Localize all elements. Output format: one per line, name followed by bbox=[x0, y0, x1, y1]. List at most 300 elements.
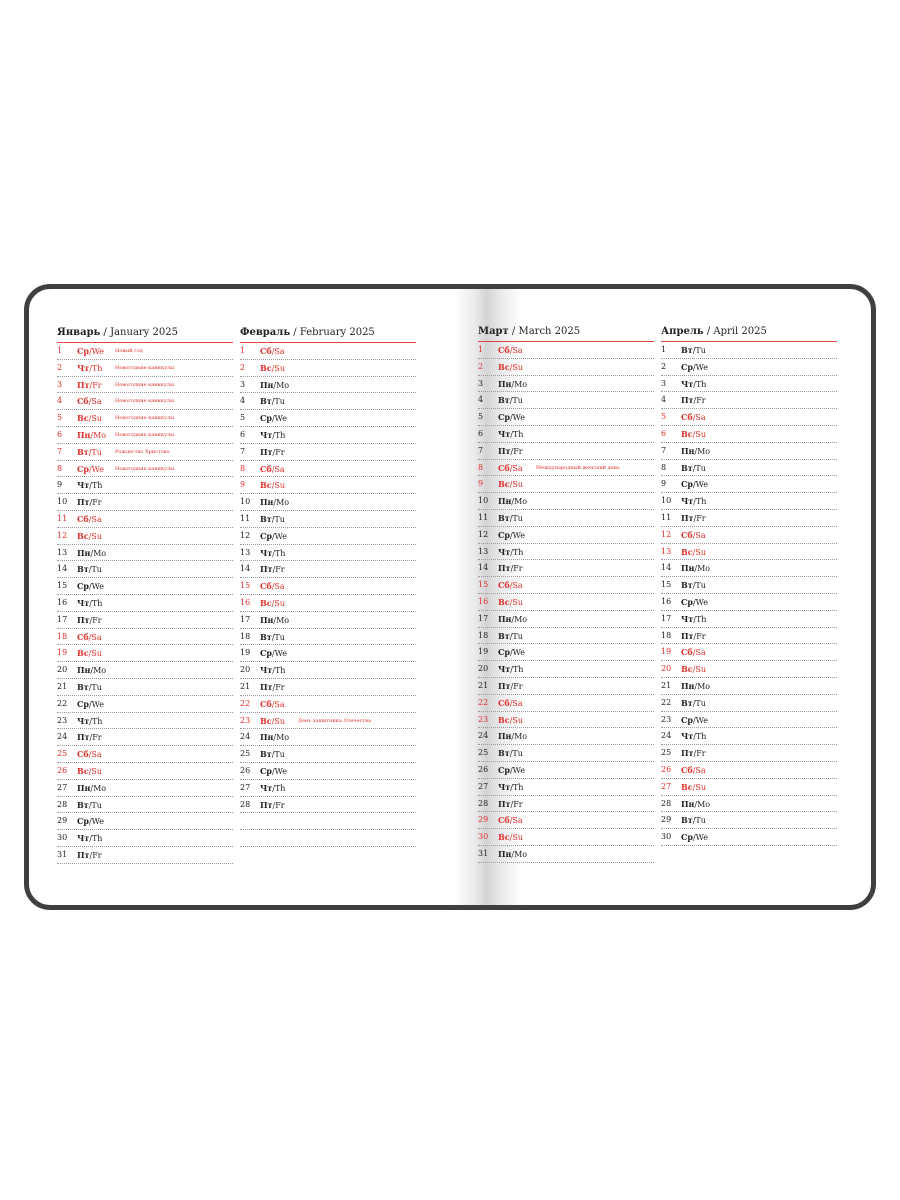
day-row[interactable] bbox=[240, 797, 416, 814]
weekday-label: Чт/Th bbox=[77, 715, 103, 726]
month-march bbox=[478, 324, 654, 863]
weekday-label: Пн/Mo bbox=[681, 798, 711, 809]
weekday-label: Пн/Mo bbox=[260, 379, 290, 390]
day-number: 19 bbox=[57, 648, 68, 658]
day-row[interactable] bbox=[240, 746, 416, 763]
weekday-label: Чт/Th bbox=[260, 665, 286, 676]
holiday-note: Новогодние каникулы bbox=[115, 364, 175, 371]
day-number: 13 bbox=[661, 546, 672, 556]
weekday-label: Сб/Sa bbox=[498, 462, 523, 473]
weekday-label: Чт/Th bbox=[498, 546, 524, 557]
weekday-label: Вс/Su bbox=[498, 361, 523, 372]
day-number: 5 bbox=[57, 413, 63, 423]
day-row[interactable] bbox=[57, 612, 233, 629]
weekday-label: Пт/Fr bbox=[498, 563, 523, 574]
weekday-label: Ср/We bbox=[77, 346, 104, 356]
day-row[interactable] bbox=[661, 426, 837, 443]
day-row[interactable] bbox=[240, 343, 416, 360]
day-row[interactable] bbox=[661, 544, 837, 561]
day-number: 14 bbox=[661, 563, 672, 573]
weekday-label: Вс/Su bbox=[77, 413, 102, 424]
weekday-label: Вс/Su bbox=[681, 428, 706, 439]
day-row[interactable] bbox=[661, 628, 837, 645]
weekday-label: Вт/Tu bbox=[260, 631, 285, 642]
day-number: 20 bbox=[57, 665, 68, 675]
weekday-label: Сб/Sa bbox=[681, 647, 706, 658]
weekday-label: Сб/Sa bbox=[681, 412, 706, 423]
day-row[interactable] bbox=[57, 444, 233, 461]
day-row[interactable] bbox=[240, 595, 416, 612]
day-number: 3 bbox=[240, 379, 246, 389]
month-february bbox=[240, 325, 416, 847]
weekday-label: Пт/Fr bbox=[681, 512, 706, 523]
holiday-note: Рождество Христово bbox=[115, 448, 170, 455]
day-row[interactable] bbox=[57, 427, 233, 444]
day-row[interactable] bbox=[57, 461, 233, 478]
weekday-label: Ср/We bbox=[260, 413, 287, 424]
day-number: 26 bbox=[478, 764, 489, 774]
day-number: 4 bbox=[57, 396, 63, 406]
day-row[interactable] bbox=[240, 645, 416, 662]
day-row[interactable] bbox=[661, 577, 837, 594]
day-number: 21 bbox=[478, 680, 489, 690]
day-row[interactable] bbox=[478, 426, 654, 443]
day-number: 21 bbox=[240, 681, 251, 691]
day-row[interactable] bbox=[478, 745, 654, 762]
weekday-label: Вс/Su bbox=[77, 530, 102, 541]
weekday-label: Пт/Fr bbox=[77, 497, 102, 508]
holiday-note: Новогодние каникулы bbox=[115, 465, 175, 472]
day-number: 3 bbox=[478, 378, 484, 388]
weekday-label: Сб/Sa bbox=[260, 463, 285, 474]
day-row[interactable] bbox=[57, 494, 233, 511]
day-row[interactable] bbox=[240, 830, 416, 847]
day-row[interactable] bbox=[240, 780, 416, 797]
day-number: 6 bbox=[478, 428, 484, 438]
day-row[interactable] bbox=[57, 545, 233, 562]
holiday-note: Международный женский день bbox=[536, 464, 620, 471]
day-row[interactable] bbox=[478, 611, 654, 628]
day-number: 15 bbox=[240, 581, 251, 591]
weekday-label: Ср/We bbox=[260, 765, 287, 776]
day-number: 26 bbox=[57, 765, 68, 775]
holiday-note: Новогодние каникулы bbox=[115, 381, 175, 388]
day-row[interactable] bbox=[661, 342, 837, 359]
day-number: 25 bbox=[478, 748, 489, 758]
day-number: 15 bbox=[57, 581, 68, 591]
day-number: 19 bbox=[478, 647, 489, 657]
day-number: 28 bbox=[478, 798, 489, 808]
day-number: 20 bbox=[240, 665, 251, 675]
day-row[interactable] bbox=[57, 797, 233, 814]
weekday-label: Вт/Tu bbox=[77, 564, 102, 575]
day-row[interactable] bbox=[478, 527, 654, 544]
day-number: 5 bbox=[240, 413, 246, 423]
day-number: 25 bbox=[57, 749, 68, 759]
day-number: 19 bbox=[240, 648, 251, 658]
day-row[interactable] bbox=[478, 359, 654, 376]
day-row[interactable] bbox=[240, 763, 416, 780]
day-row[interactable] bbox=[478, 594, 654, 611]
day-number: 6 bbox=[240, 429, 246, 439]
day-number: 27 bbox=[240, 782, 251, 792]
day-row[interactable] bbox=[661, 762, 837, 779]
weekday-label: Ср/We bbox=[681, 832, 708, 843]
day-row[interactable] bbox=[478, 812, 654, 829]
day-row[interactable] bbox=[478, 443, 654, 460]
day-row[interactable] bbox=[661, 560, 837, 577]
day-row[interactable] bbox=[240, 410, 416, 427]
day-number: 11 bbox=[240, 513, 251, 523]
weekday-label: Пн/Mo bbox=[681, 680, 711, 691]
weekday-label: Вс/Su bbox=[77, 648, 102, 659]
weekday-label: Вс/Su bbox=[498, 832, 523, 843]
day-row[interactable] bbox=[661, 527, 837, 544]
weekday-label: Ср/We bbox=[77, 698, 104, 709]
weekday-label: Сб/Sa bbox=[77, 749, 102, 760]
day-row[interactable] bbox=[661, 745, 837, 762]
day-row[interactable] bbox=[661, 796, 837, 813]
day-row[interactable] bbox=[57, 729, 233, 746]
day-row[interactable] bbox=[478, 544, 654, 561]
weekday-label: Чт/Th bbox=[681, 613, 707, 624]
day-row[interactable] bbox=[661, 510, 837, 527]
day-row[interactable] bbox=[57, 629, 233, 646]
day-row[interactable] bbox=[57, 679, 233, 696]
weekday-label: Вс/Su bbox=[498, 714, 523, 725]
day-row[interactable] bbox=[478, 493, 654, 510]
day-row[interactable] bbox=[478, 779, 654, 796]
day-number: 14 bbox=[240, 564, 251, 574]
day-row[interactable] bbox=[478, 476, 654, 493]
day-number: 2 bbox=[240, 362, 246, 372]
day-number: 12 bbox=[57, 530, 68, 540]
day-number: 10 bbox=[240, 497, 251, 507]
day-row[interactable] bbox=[57, 662, 233, 679]
day-row[interactable] bbox=[661, 829, 837, 846]
weekday-label: Вт/Tu bbox=[77, 681, 102, 692]
day-number: 1 bbox=[57, 346, 63, 355]
day-row[interactable] bbox=[478, 728, 654, 745]
day-row[interactable] bbox=[240, 545, 416, 562]
day-row[interactable] bbox=[661, 476, 837, 493]
weekday-label: Ср/We bbox=[498, 764, 525, 775]
weekday-label: Чт/Th bbox=[498, 428, 524, 439]
day-row[interactable] bbox=[57, 528, 233, 545]
day-number: 30 bbox=[661, 832, 672, 842]
day-number: 14 bbox=[57, 564, 68, 574]
day-row[interactable] bbox=[478, 376, 654, 393]
day-number: 11 bbox=[57, 513, 68, 523]
day-row[interactable] bbox=[57, 477, 233, 494]
day-row[interactable] bbox=[478, 712, 654, 729]
day-number: 16 bbox=[478, 596, 489, 606]
day-number: 10 bbox=[478, 496, 489, 506]
day-row[interactable] bbox=[240, 612, 416, 629]
day-row[interactable] bbox=[478, 577, 654, 594]
day-row[interactable] bbox=[478, 846, 654, 863]
day-row[interactable] bbox=[661, 443, 837, 460]
day-number: 13 bbox=[478, 546, 489, 556]
day-row[interactable] bbox=[661, 409, 837, 426]
day-row[interactable] bbox=[240, 360, 416, 377]
day-number: 15 bbox=[661, 580, 672, 590]
weekday-label: Пн/Mo bbox=[77, 665, 107, 676]
day-number: 20 bbox=[478, 664, 489, 674]
day-row[interactable] bbox=[240, 393, 416, 410]
day-row[interactable] bbox=[478, 392, 654, 409]
day-row[interactable] bbox=[240, 679, 416, 696]
month-header bbox=[661, 324, 837, 342]
weekday-label: Вт/Tu bbox=[498, 630, 523, 641]
weekday-label: Пн/Mo bbox=[260, 732, 290, 743]
weekday-label: Чт/Th bbox=[681, 731, 707, 742]
day-row[interactable] bbox=[478, 695, 654, 712]
day-row[interactable] bbox=[57, 561, 233, 578]
day-row[interactable] bbox=[661, 493, 837, 510]
day-number: 28 bbox=[240, 799, 251, 809]
weekday-label: Пн/Mo bbox=[498, 496, 528, 507]
day-row[interactable] bbox=[478, 409, 654, 426]
weekday-label: Вт/Tu bbox=[681, 580, 706, 591]
day-number: 24 bbox=[478, 731, 489, 741]
weekday-label: Сб/Sa bbox=[681, 529, 706, 540]
day-row[interactable] bbox=[478, 560, 654, 577]
weekday-label: Вс/Su bbox=[260, 715, 285, 726]
weekday-label: Чт/Th bbox=[260, 429, 286, 440]
day-number: 7 bbox=[478, 445, 484, 455]
day-row[interactable] bbox=[57, 746, 233, 763]
weekday-label: Ср/We bbox=[498, 412, 525, 423]
weekday-label: Чт/Th bbox=[77, 480, 103, 491]
day-row[interactable] bbox=[240, 713, 416, 730]
day-number: 2 bbox=[478, 361, 484, 371]
day-row[interactable] bbox=[661, 779, 837, 796]
weekday-label: Вт/Tu bbox=[260, 749, 285, 760]
day-number: 20 bbox=[661, 664, 672, 674]
day-number: 5 bbox=[478, 412, 484, 422]
holiday-note: Новогодние каникулы bbox=[115, 398, 175, 405]
month-name-en: / February 2025 bbox=[290, 327, 375, 338]
weekday-label: Ср/We bbox=[681, 479, 708, 490]
day-number: 4 bbox=[661, 395, 667, 405]
month-name-en: / April 2025 bbox=[703, 326, 767, 337]
day-number: 21 bbox=[57, 681, 68, 691]
weekday-label: Сб/Sa bbox=[77, 396, 102, 407]
weekday-label: Пн/Mo bbox=[77, 782, 107, 793]
weekday-label: Пн/Mo bbox=[498, 613, 528, 624]
day-row[interactable] bbox=[478, 796, 654, 813]
weekday-label: Пн/Mo bbox=[260, 614, 290, 625]
day-row[interactable] bbox=[661, 728, 837, 745]
weekday-label: Вт/Tu bbox=[260, 396, 285, 407]
day-row[interactable] bbox=[240, 561, 416, 578]
weekday-label: Ср/We bbox=[77, 581, 104, 592]
weekday-label: Пт/Fr bbox=[681, 395, 706, 406]
day-row[interactable] bbox=[57, 696, 233, 713]
weekday-label: Пт/Fr bbox=[260, 681, 285, 692]
month-name-ru: Январь bbox=[57, 327, 101, 338]
day-row[interactable] bbox=[240, 494, 416, 511]
weekday-label: Пт/Fr bbox=[77, 379, 102, 390]
day-row[interactable] bbox=[661, 359, 837, 376]
day-row[interactable] bbox=[478, 510, 654, 527]
day-row[interactable] bbox=[57, 830, 233, 847]
day-row[interactable] bbox=[57, 511, 233, 528]
day-row[interactable] bbox=[661, 678, 837, 695]
day-row[interactable] bbox=[57, 813, 233, 830]
day-row[interactable] bbox=[57, 377, 233, 394]
day-row[interactable] bbox=[240, 813, 416, 830]
weekday-label: Вт/Tu bbox=[260, 513, 285, 524]
day-number: 17 bbox=[57, 614, 68, 624]
day-row[interactable] bbox=[661, 644, 837, 661]
day-number: 23 bbox=[478, 714, 489, 724]
day-row[interactable] bbox=[478, 829, 654, 846]
weekday-label: Пт/Fr bbox=[681, 748, 706, 759]
day-row[interactable] bbox=[478, 762, 654, 779]
day-number: 13 bbox=[240, 547, 251, 557]
weekday-label: Пн/Mo bbox=[498, 378, 528, 389]
day-row[interactable] bbox=[240, 511, 416, 528]
weekday-label: Пт/Fr bbox=[260, 564, 285, 575]
weekday-label: Вс/Su bbox=[681, 664, 706, 675]
month-name-en: / March 2025 bbox=[508, 326, 581, 337]
day-number: 10 bbox=[661, 496, 672, 506]
day-number: 24 bbox=[661, 731, 672, 741]
day-number: 27 bbox=[478, 781, 489, 791]
day-number: 4 bbox=[478, 395, 484, 405]
day-row[interactable] bbox=[57, 343, 233, 360]
day-row[interactable] bbox=[240, 662, 416, 679]
day-row[interactable] bbox=[240, 461, 416, 478]
day-row[interactable] bbox=[661, 392, 837, 409]
weekday-label: Ср/We bbox=[681, 596, 708, 607]
weekday-label: Вс/Su bbox=[77, 765, 102, 776]
day-row[interactable] bbox=[57, 578, 233, 595]
weekday-label: Вт/Tu bbox=[77, 799, 102, 810]
day-row[interactable] bbox=[240, 444, 416, 461]
day-row[interactable] bbox=[661, 661, 837, 678]
month-header bbox=[240, 325, 416, 343]
day-row[interactable] bbox=[57, 713, 233, 730]
month-header bbox=[478, 324, 654, 342]
holiday-note: Новогодние каникулы bbox=[115, 431, 175, 438]
day-number: 25 bbox=[240, 749, 251, 759]
day-row[interactable] bbox=[478, 661, 654, 678]
day-number: 8 bbox=[478, 462, 484, 472]
day-row[interactable] bbox=[240, 477, 416, 494]
month-header bbox=[57, 325, 233, 343]
day-number: 26 bbox=[661, 764, 672, 774]
day-row[interactable] bbox=[661, 594, 837, 611]
day-row[interactable] bbox=[240, 427, 416, 444]
day-row[interactable] bbox=[57, 763, 233, 780]
day-number: 8 bbox=[661, 462, 667, 472]
weekday-label: Вт/Tu bbox=[681, 462, 706, 473]
day-row[interactable] bbox=[478, 644, 654, 661]
weekday-label: Вс/Su bbox=[260, 597, 285, 608]
day-row[interactable] bbox=[478, 678, 654, 695]
weekday-label: Пн/Mo bbox=[681, 445, 711, 456]
weekday-label: Чт/Th bbox=[260, 782, 286, 793]
day-row[interactable] bbox=[240, 729, 416, 746]
weekday-label: Пт/Fr bbox=[77, 732, 102, 743]
day-row[interactable] bbox=[661, 695, 837, 712]
weekday-label: Вс/Su bbox=[260, 362, 285, 373]
weekday-label: Сб/Sa bbox=[498, 580, 523, 591]
day-number: 15 bbox=[478, 580, 489, 590]
day-number: 10 bbox=[57, 497, 68, 507]
day-number: 26 bbox=[240, 765, 251, 775]
day-row[interactable] bbox=[240, 528, 416, 545]
day-row[interactable] bbox=[240, 629, 416, 646]
day-row[interactable] bbox=[57, 410, 233, 427]
day-number: 22 bbox=[661, 697, 672, 707]
day-row[interactable] bbox=[661, 611, 837, 628]
day-row[interactable] bbox=[661, 812, 837, 829]
day-number: 24 bbox=[57, 732, 68, 742]
weekday-label: Вт/Tu bbox=[498, 512, 523, 523]
day-number: 11 bbox=[478, 512, 489, 522]
day-number: 2 bbox=[57, 362, 63, 372]
weekday-label: Ср/We bbox=[681, 361, 708, 372]
day-number: 23 bbox=[661, 714, 672, 724]
weekday-label: Сб/Sa bbox=[498, 697, 523, 708]
day-number: 7 bbox=[57, 446, 63, 456]
day-number: 12 bbox=[478, 529, 489, 539]
day-row[interactable] bbox=[57, 360, 233, 377]
weekday-label: Пт/Fr bbox=[260, 799, 285, 810]
day-number: 12 bbox=[661, 529, 672, 539]
day-number: 6 bbox=[661, 428, 667, 438]
weekday-label: Пт/Fr bbox=[77, 614, 102, 625]
weekday-label: Ср/We bbox=[260, 530, 287, 541]
day-number: 7 bbox=[661, 445, 667, 455]
day-number: 29 bbox=[57, 816, 68, 826]
day-row[interactable] bbox=[57, 595, 233, 612]
holiday-note: Новогодние каникулы bbox=[115, 415, 175, 422]
weekday-label: Сб/Sa bbox=[260, 581, 285, 592]
day-number: 5 bbox=[661, 412, 667, 422]
day-number: 6 bbox=[57, 429, 63, 439]
day-row[interactable] bbox=[661, 712, 837, 729]
weekday-label: Пн/Mo bbox=[77, 429, 107, 440]
day-row[interactable] bbox=[57, 645, 233, 662]
day-number: 13 bbox=[57, 547, 68, 557]
day-row[interactable] bbox=[57, 780, 233, 797]
day-row[interactable] bbox=[57, 393, 233, 410]
day-row[interactable] bbox=[57, 847, 233, 864]
day-number: 14 bbox=[478, 563, 489, 573]
day-number: 29 bbox=[661, 815, 672, 825]
weekday-label: Пн/Mo bbox=[77, 547, 107, 558]
weekday-label: Вс/Su bbox=[498, 479, 523, 490]
month-name-ru: Апрель bbox=[661, 326, 704, 337]
weekday-label: Сб/Sa bbox=[498, 815, 523, 826]
day-row[interactable] bbox=[661, 376, 837, 393]
day-number: 9 bbox=[478, 479, 484, 489]
day-row[interactable] bbox=[478, 628, 654, 645]
day-row[interactable] bbox=[478, 460, 654, 477]
day-number: 24 bbox=[240, 732, 251, 742]
day-row[interactable] bbox=[240, 377, 416, 394]
day-row[interactable] bbox=[240, 696, 416, 713]
day-row[interactable] bbox=[478, 342, 654, 359]
day-row[interactable] bbox=[661, 460, 837, 477]
month-april bbox=[661, 324, 837, 846]
day-row[interactable] bbox=[240, 578, 416, 595]
